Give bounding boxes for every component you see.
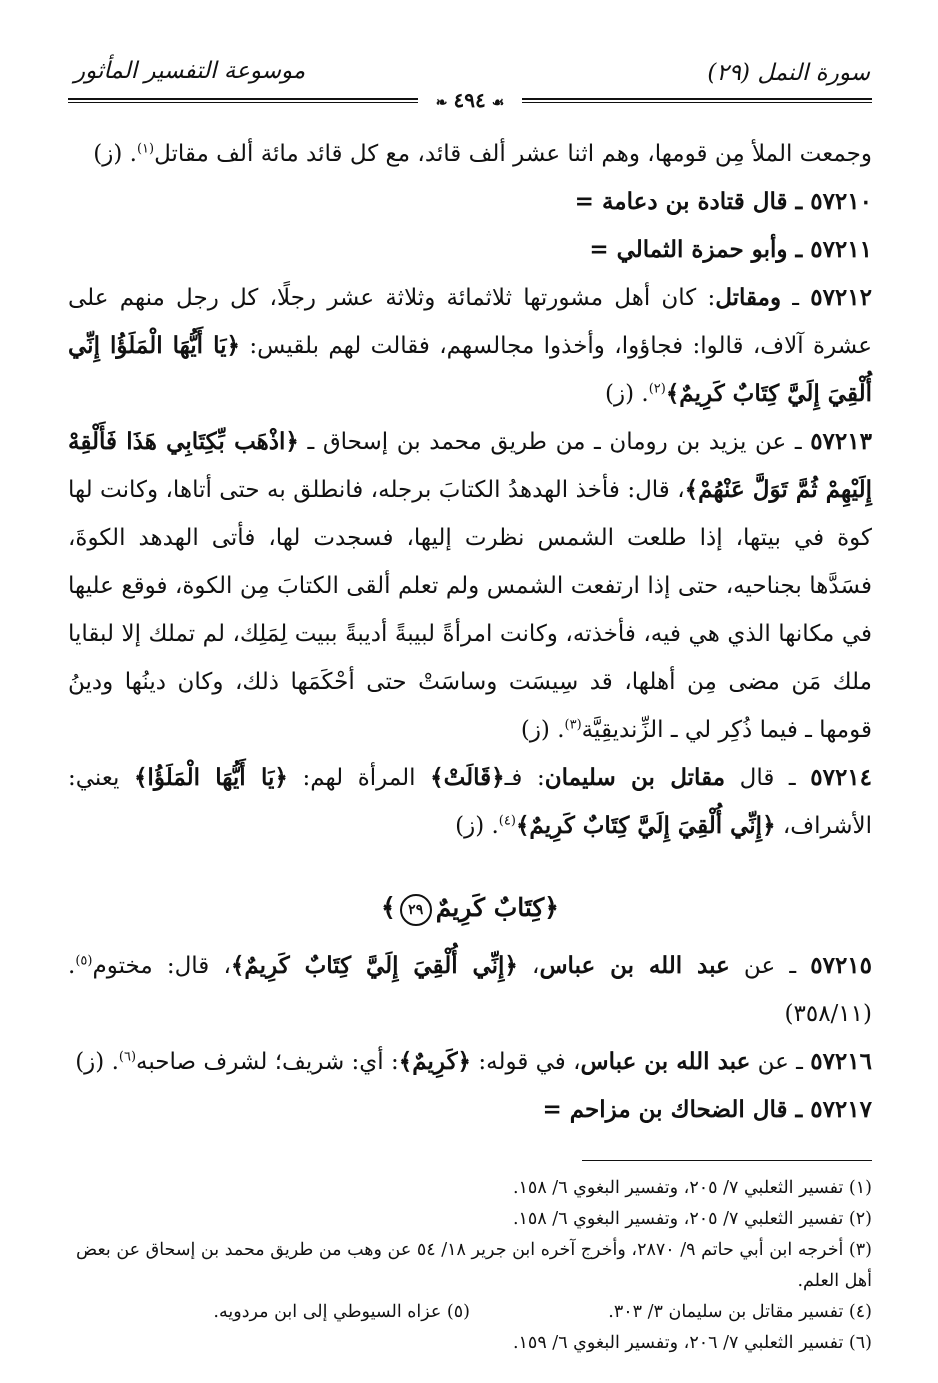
ayah-heading <box>68 884 872 932</box>
quran-quote: ﴿كَرِيمٌ﴾ <box>398 1048 472 1075</box>
footnote-separator <box>582 1160 872 1161</box>
footnote-ref: (٥) <box>75 953 93 969</box>
source-tag: . (ز) <box>93 141 137 167</box>
page-header <box>68 58 872 112</box>
ornament-left-icon: ❧ <box>435 95 448 111</box>
footnote-1: (١) تفسير الثعلبي ٧/ ٢٠٥، وتفسير البغوي ٦/ ١٥٨. <box>512 1178 872 1198</box>
ayah-number-badge: ٢٩ <box>400 894 432 926</box>
entry-text: ـ قال <box>725 765 811 791</box>
ayah-heading-close: ﴾ <box>381 893 396 922</box>
footnote-ref: (٦) <box>118 1049 137 1065</box>
entry-number: ٥٧٢١٥ <box>810 952 873 979</box>
entry-text: ـ عن <box>750 1049 811 1075</box>
entry-57212 <box>68 274 872 418</box>
entry-number: ٥٧٢١٣ <box>810 428 872 455</box>
entry-text: ـ عن يزيد بن رومان ـ من طريق محمد بن إسحاق ـ <box>298 429 811 455</box>
footnote-5: (٥) عزاه السيوطي إلى ابن مردويه. <box>213 1302 470 1322</box>
entry-57215 <box>68 942 872 1038</box>
entry-number: ٥٧٢١٢ <box>810 284 872 311</box>
source-tag: . (ز) <box>455 813 499 839</box>
footnote-2: (٢) تفسير الثعلبي ٧/ ٢٠٥، وتفسير البغوي ٦/ ١٥٨. <box>512 1209 872 1229</box>
page-number: ٤٩٤ <box>453 88 486 112</box>
footnote-row <box>68 1297 872 1328</box>
footnote-ref: (٤) <box>498 813 516 829</box>
entry-number: ٥٧٢١٦ <box>810 1048 872 1075</box>
ayah-heading-text: ﴿كِتَابٌ كَرِيمٌ <box>435 893 559 922</box>
entry-text: ـ قال الضحاك بن مزاحم = <box>542 1096 811 1123</box>
narrator-name: عبد الله بن عباس <box>539 952 730 979</box>
quran-quote: ﴿يَا أَيُّهَا الْمَلَؤُا إِنِّي أُلْقِيَ إِلَيَّ كِتَابٌ كَرِيمٌ﴾ <box>68 332 872 407</box>
entry-number: ٥٧٢١٠ <box>810 188 872 215</box>
entry-text: ـ قال قتادة بن دعامة = <box>574 188 811 215</box>
entry-number: ٥٧٢١١ <box>810 236 872 263</box>
source-tag: . (ز) <box>605 381 649 407</box>
footnotes <box>68 1173 872 1359</box>
ornament-right-icon: ☙ <box>491 95 505 111</box>
entry-text: : فـ <box>504 765 545 791</box>
footnote-6: (٦) تفسير الثعلبي ٧/ ٢٠٦، وتفسير البغوي ٦/ ١٥٩. <box>512 1333 872 1353</box>
footnote-ref: (٢) <box>648 381 666 397</box>
entry-text: المرأة لهم: <box>287 765 431 791</box>
quran-quote: ﴿إِنِّي أُلْقِيَ إِلَيَّ كِتَابٌ كَرِيمٌ﴾ <box>515 812 776 839</box>
book-page <box>68 58 873 1353</box>
quran-quote: ﴿يَا أَيُّهَا الْمَلَؤُا﴾ <box>133 764 288 791</box>
entry-text: ـ وأبو حمزة الثمالي = <box>589 236 811 263</box>
source-tag: . (ز) <box>520 717 565 743</box>
source-tag: . (٣٥٨/١١) <box>68 953 872 1027</box>
entry-57214 <box>68 754 872 850</box>
quran-quote: ﴿اذْهَب بِّكِتَابِي هَذَا فَأَلْقِهْ إِلَيْهِمْ ثُمَّ تَوَلَّ عَنْهُمْ﴾ <box>68 428 872 503</box>
entry-text: : كان أهل مشورتها ثلاثمائة وثلاثة عشر رجلًا، كل رجل منهم على عشرة آلاف، قالوا: فجاؤوا، وأخذوا مجالسهم، فقالت لهم بلقيس: <box>68 285 872 359</box>
entry-text: ، <box>517 953 540 979</box>
footnote-ref: (٣) <box>564 717 582 733</box>
intro-paragraph <box>68 130 872 178</box>
footnote-3: (٣) أخرجه ابن أبي حاتم ٩/ ٢٨٧٠، وأخرج آخره ابن جرير ١٨/ ٥٤ عن وهب من طريق محمد بن إسحاق عن بعض أهل العلم. <box>76 1240 872 1291</box>
quran-quote: ﴿إِنِّي أُلْقِيَ إِلَيَّ كِتَابٌ كَرِيمٌ﴾ <box>230 952 518 979</box>
footnote-ref: (١) <box>136 141 155 157</box>
page-number-box <box>418 88 522 112</box>
entry-text-cont: ، قال: فأخذ الهدهدُ الكتابَ برجله، فانطلق به حتى أتاها، وكانت لها كوة في بيتها، إذا طلعت الشمس نظرت إليها، فسجدت لها، فأتى الهدهد الكوةَ، فسَدَّها بجناحيه، حتى إذا ارتفعت الشمس ولم تعلم ألقى الكتابَ مِن الكوة، فوقع عليها في مكانها الذي هي فيه، فأخذته، وكانت امرأةً لبيبةً أديبةً ببيت لِمَلِك، لم تملك إلا لبقايا ملك مَن مضى مِن أهلها، قد سِيسَت وساسَتْ حتى أحْكَمَها ذلك، وكان دينُها ودينُ قومها ـ فيما ذُكِر لي ـ الزِّنديقِيَّة <box>68 477 872 743</box>
entry-text: يعني: الأشراف، <box>68 765 872 839</box>
entry-text: ، في قوله: <box>471 1049 581 1075</box>
entry-57213 <box>68 418 872 754</box>
encyclopedia-title: موسوعة التفسير المأثور <box>74 58 306 84</box>
entry-57217 <box>68 1086 872 1134</box>
entry-number: ٥٧٢١٤ <box>810 764 873 791</box>
main-text <box>68 130 872 1134</box>
entry-text: : أي: شريف؛ لشرف صاحبه <box>136 1049 399 1075</box>
entry-number: ٥٧٢١٧ <box>810 1096 872 1123</box>
source-tag: . (ز) <box>75 1049 119 1075</box>
intro-text: وجمعت الملأ مِن قومها، وهم اثنا عشر ألف قائد، مع كل قائد مائة ألف مقاتل <box>154 141 872 167</box>
narrator-name: ومقاتل <box>715 284 782 311</box>
narrator-name: عبد الله بن عباس <box>580 1048 751 1075</box>
entry-57216 <box>68 1038 872 1086</box>
entry-57210 <box>68 178 872 226</box>
entry-text: ، قال: مختوم <box>92 953 231 979</box>
surah-title: سورة النمل (٢٩) <box>707 60 870 86</box>
dash: ـ <box>781 285 811 311</box>
entry-text: ـ عن <box>729 953 811 979</box>
entry-57211 <box>68 226 872 274</box>
quran-quote: ﴿قَالَتْ﴾ <box>430 764 505 791</box>
narrator-name: مقاتل بن سليمان <box>544 764 726 791</box>
footnote-4: (٤) تفسير مقاتل بن سليمان ٣/ ٣٠٣. <box>608 1302 872 1322</box>
